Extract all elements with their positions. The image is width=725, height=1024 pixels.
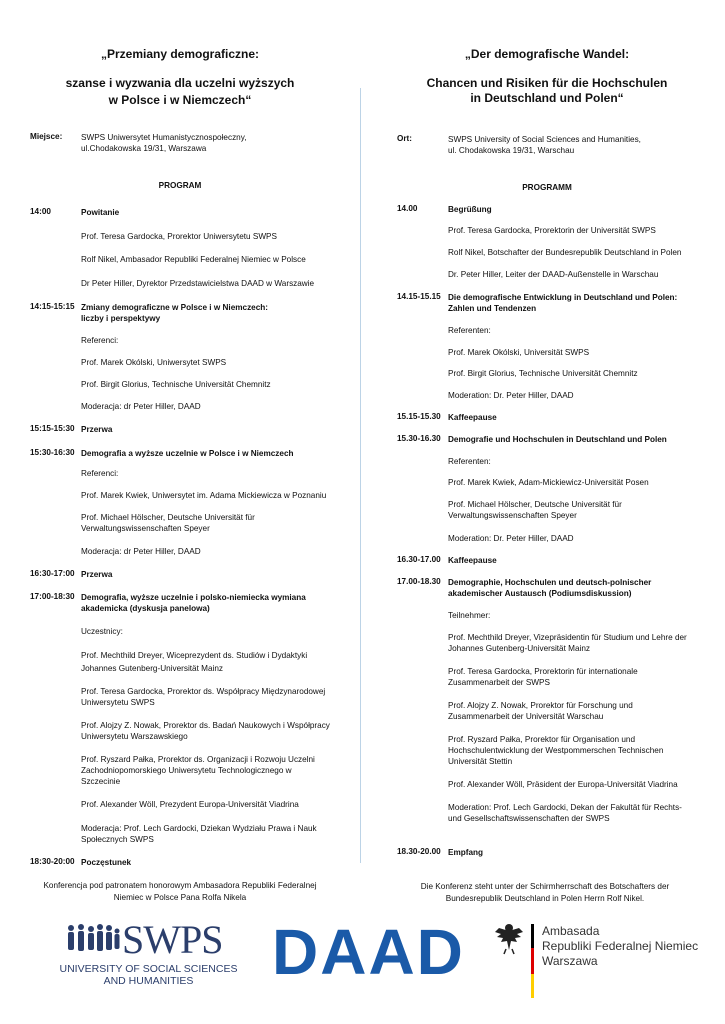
pl-time-7: 18:30-20:00 — [30, 857, 75, 866]
pl-session-4: Demografia a wyższe uczelnie w Polsce i w Niemczech — [81, 449, 294, 458]
pl-time-5: 16:30-17:00 — [30, 569, 75, 578]
de-place-line2: ul. Chodakowska 19/31, Warschau — [448, 146, 575, 155]
de-referents-label: Referenten: — [448, 457, 491, 466]
pl-panelist-line2: Uniwersytetu SWPS — [81, 698, 155, 707]
de-title-line3: in Deutschland und Polen“ — [470, 91, 624, 105]
de-session-2: Die demografische Entwicklung in Deutschland und Polen: — [448, 293, 678, 302]
pl-participants-label: Uczestnicy: — [81, 627, 123, 636]
de-speaker: Dr. Peter Hiller, Leiter der DAAD-Außenstelle in Warschau — [448, 270, 659, 279]
pl-program-heading: PROGRAM — [158, 181, 202, 190]
pl-place-label: Miejsce: — [30, 132, 63, 141]
pl-moderator-line2: Społecznych SWPS — [81, 835, 154, 844]
pl-speaker: Dr Peter Hiller, Dyrektor Przedstawicielstwa DAAD w Warszawie — [81, 279, 315, 288]
de-speaker: Prof. Birgit Glorius, Technische Universität Chemnitz — [448, 369, 638, 378]
swps-logo — [56, 917, 241, 990]
pl-panelist-line2: Johannes Gutenberg-Universität Mainz — [81, 664, 223, 673]
pl-panelist-line3: Szczecinie — [81, 777, 121, 786]
de-participants-label: Teilnehmer: — [448, 611, 491, 620]
de-title-line2: Chancen und Risiken für die Hochschulen — [426, 76, 668, 90]
de-place-label: Ort: — [397, 134, 413, 143]
de-time-4: 15.30-16.30 — [397, 434, 441, 443]
de-session-6: Demographie, Hochschulen und deutsch-polnischer — [448, 578, 652, 587]
pl-title-line3: w Polsce i w Niemczech“ — [108, 93, 252, 107]
pl-panelist-line2: Zachodniopomorskiego Uniwersytetu Technologicznego w — [81, 766, 292, 775]
german-flag-stripe — [531, 924, 534, 998]
pl-moderator: Moderacja: Prof. Lech Gardocki, Dziekan Wydziału Prawa i Nauk — [81, 824, 317, 833]
pl-speaker: Prof. Teresa Gardocka, Prorektor Uniwersytetu SWPS — [81, 232, 277, 241]
de-place-line1: SWPS University of Social Sciences and Humanities, — [448, 135, 641, 144]
de-moderator: Moderation: Prof. Lech Gardocki, Dekan der Fakultät für Rechts- — [448, 803, 682, 812]
pl-panelist: Prof. Alexander Wöll, Prezydent Europa-Universität Viadrina — [81, 800, 299, 809]
de-moderator: Moderation: Dr. Peter Hiller, DAAD — [448, 534, 574, 543]
pl-place-line2: ul.Chodakowska 19/31, Warszawa — [81, 144, 207, 153]
de-footer-line1: Die Konferenz steht unter der Schirmherrschaft des Botschafters der — [420, 882, 670, 891]
de-referents-label: Referenten: — [448, 326, 491, 335]
pl-speaker: Prof. Marek Okólski, Uniwersytet SWPS — [81, 358, 227, 367]
de-panelist-line2: Zusammenarbeit der Universität Warschau — [448, 712, 604, 721]
de-time-1: 14.00 — [397, 204, 418, 213]
de-panelist-line2: Zusammenarbeit der SWPS — [448, 678, 550, 687]
de-time-5: 16.30-17.00 — [397, 555, 441, 564]
de-session-2-line2: Zahlen und Tendenzen — [448, 304, 537, 313]
federal-eagle-icon — [493, 922, 525, 956]
pl-session-1: Powitanie — [81, 208, 120, 217]
de-moderator-line2: und Gesellschaftswissenschaften der SWPS — [448, 814, 610, 823]
de-speaker: Rolf Nikel, Botschafter der Bundesrepublik Deutschland in Polen — [448, 248, 682, 257]
de-session-7: Empfang — [448, 848, 484, 857]
swps-subtitle-line1: UNIVERSITY OF SOCIAL SCIENCES — [59, 963, 238, 975]
pl-session-2: Zmiany demograficzne w Polsce i w Niemczech: — [81, 303, 269, 312]
de-panelist: Prof. Ryszard Pałka, Prorektor für Organisation und — [448, 735, 636, 744]
de-session-4: Demografie und Hochschulen in Deutschland und Polen — [448, 435, 667, 444]
de-session-5: Kaffeepause — [448, 556, 497, 565]
de-panelist: Prof. Alexander Wöll, Präsident der Europa-Universität Viadrina — [448, 780, 678, 789]
de-speaker: Prof. Marek Kwiek, Adam-Mickiewicz-Universität Posen — [448, 478, 649, 487]
de-speaker: Prof. Michael Hölscher, Deutsche Universität für — [448, 500, 622, 509]
pl-session-2-line2: liczby i perspektywy — [81, 314, 161, 323]
swps-wordmark: SWPS — [122, 917, 223, 962]
pl-session-6-line2: akademicka (dyskusja panelowa) — [81, 604, 210, 613]
pl-speaker: Prof. Birgit Glorius, Technische Universität Chemnitz — [81, 380, 271, 389]
pl-title-line2: szanse i wyzwania dla uczelni wyższych — [65, 76, 295, 90]
pl-session-6: Demografia, wyższe uczelnie i polsko-niemiecka wymiana — [81, 593, 306, 602]
pl-referents-label: Referenci: — [81, 336, 119, 345]
pl-speaker: Prof. Michael Hölscher, Deutsche Universität für — [81, 513, 255, 522]
pl-panelist: Prof. Teresa Gardocka, Prorektor ds. Współpracy Międzynarodowej — [81, 687, 326, 696]
pl-footer-line1: Konferencja pod patronatem honorowym Ambasadora Republiki Federalnej — [43, 881, 317, 890]
embassy-logo — [493, 922, 708, 1002]
pl-referents-label: Referenci: — [81, 469, 119, 478]
swps-subtitle-line2: AND HUMANITIES — [103, 975, 194, 987]
de-panelist-line2: Johannes Gutenberg-Universität Mainz — [448, 644, 590, 653]
pl-session-3: Przerwa — [81, 425, 113, 434]
pl-time-4: 15:30-16:30 — [30, 448, 75, 457]
de-time-2: 14.15-15.15 — [397, 292, 441, 301]
pl-panelist: Prof. Ryszard Pałka, Prorektor ds. Organizacji i Rozwoju Uczelni — [81, 755, 315, 764]
embassy-name-line2: Republiki Federalnej Niemiec — [542, 939, 699, 953]
pl-place-line1: SWPS Uniwersytet Humanistycznospołeczny, — [81, 133, 247, 142]
daad-logo — [272, 916, 465, 988]
column-divider — [360, 88, 361, 863]
de-session-3: Kaffeepause — [448, 413, 497, 422]
de-panelist-line2: Hochschulentwicklung der Westpommerschen Technischen — [448, 746, 664, 755]
pl-moderator: Moderacja: dr Peter Hiller, DAAD — [81, 547, 201, 556]
pl-speaker: Rolf Nikel, Ambasador Republiki Federalnej Niemiec w Polsce — [81, 255, 306, 264]
pl-session-7: Poczęstunek — [81, 858, 132, 867]
pl-time-2: 14:15-15:15 — [30, 302, 75, 311]
de-session-1: Begrüßung — [448, 205, 492, 214]
pl-title-line1: „Przemiany demograficzne: — [100, 47, 260, 61]
pl-time-3: 15:15-15:30 — [30, 424, 75, 433]
pl-speaker-line2: Verwaltungswissenschaften Speyer — [81, 524, 210, 533]
de-moderator: Moderation: Dr. Peter Hiller, DAAD — [448, 391, 574, 400]
de-session-6-line2: akademischer Austausch (Podiumsdiskussion) — [448, 589, 632, 598]
de-speaker: Prof. Marek Okólski, Universität SWPS — [448, 348, 590, 357]
embassy-name-line1: Ambasada — [542, 924, 600, 938]
de-speaker: Prof. Teresa Gardocka, Prorektorin der Universität SWPS — [448, 226, 656, 235]
de-time-3: 15.15-15.30 — [397, 412, 441, 421]
de-panelist: Prof. Mechthild Dreyer, Vizepräsidentin für Studium und Lehre der — [448, 633, 687, 642]
pl-time-6: 17:00-18:30 — [30, 592, 75, 601]
de-speaker-line2: Verwaltungswissenschaften Speyer — [448, 511, 577, 520]
de-time-7: 18.30-20.00 — [397, 847, 441, 856]
daad-wordmark: DAAD — [272, 916, 465, 988]
pl-moderator: Moderacja: dr Peter Hiller, DAAD — [81, 402, 201, 411]
swps-people-icon — [66, 922, 122, 960]
de-program-heading: PROGRAMM — [522, 183, 572, 192]
pl-panelist: Prof. Mechthild Dreyer, Wiceprezydent ds. Studiów i Dydaktyki — [81, 651, 308, 660]
de-title-line1: „Der demografische Wandel: — [464, 47, 630, 61]
de-footer-line2: Bundesrepublik Deutschland in Polen Herrn Rolf Nikel. — [445, 894, 645, 903]
de-panelist: Prof. Alojzy Z. Nowak, Prorektor für Forschung und — [448, 701, 633, 710]
pl-speaker: Prof. Marek Kwiek, Uniwersytet im. Adama Mickiewicza w Poznaniu — [81, 491, 327, 500]
pl-panelist-line2: Uniwersytetu Warszawskiego — [81, 732, 188, 741]
de-panelist: Prof. Teresa Gardocka, Prorektorin für internationale — [448, 667, 638, 676]
embassy-name-line3: Warszawa — [542, 954, 598, 968]
pl-time-1: 14:00 — [30, 207, 51, 216]
pl-panelist: Prof. Alojzy Z. Nowak, Prorektor ds. Badań Naukowych i Współpracy — [81, 721, 330, 730]
pl-footer-line2: Niemiec w Polsce Pana Rolfa Nikela — [113, 893, 247, 902]
pl-session-5: Przerwa — [81, 570, 113, 579]
de-time-6: 17.00-18.30 — [397, 577, 441, 586]
de-panelist-line3: Universität Stettin — [448, 757, 513, 766]
